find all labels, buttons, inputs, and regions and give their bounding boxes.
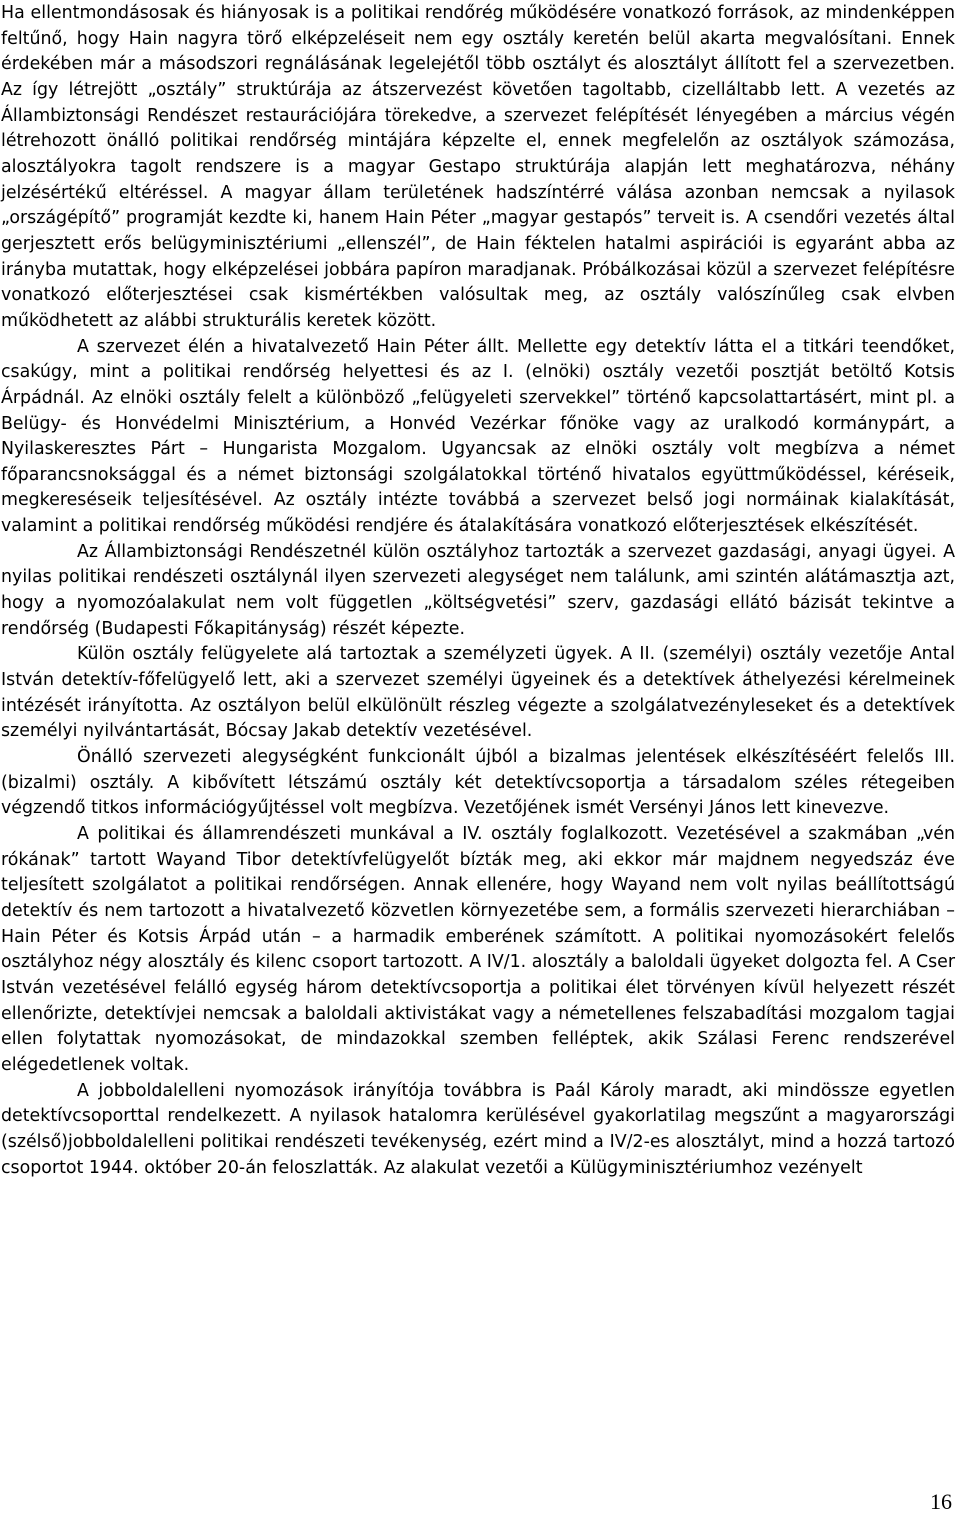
paragraph-1: Ha ellentmondásosak és hiányosak is a politikai rendőrég működésére vonatkozó források, az mindenképpen feltűnő, hogy Hain nagyra törő elképzeléseit nem egy osztály keretén belül akarta megvalósítani. Ennek érdekében már a másodszori regnálásának legelejétől több osztályt és alosztályt állított fel a szervezetben. Az így létrejött „osztály” struktúrája az átszervezést követően tagoltabb, cizelláltabb lett. A vezetés az Állambiztonsági Rendészet restaurációjára törekedve, a szervezet felépítését lényegében a március végén létrehozott önálló politikai rendőrség mintájára képzelte el, ennek megfelelőn az osztályok számozása, alosztályokra tagolt rendszere is a magyar Gestapo struktúrája alapján lett meghatározva, néhány jelzésértékű eltéréssel. A magyar állam területének hadszíntérré válása azonban nemcsak a nyilasok „országépítő” programját kezdte ki, hanem Hain Péter „magyar gestapós” terveit is. A csendőri vezetés által gerjesztett erős belügyminisztériumi „ellenszél”, de Hain féktelen hatalmi aspirációi is egyaránt abba az irányba mutattak, hogy elképzelései jobbára papíron maradjanak. Próbálkozásai közül a szervezet felépítésre vonatkozó előterjesztései csak kismértékben valósultak meg, az osztály valószínűleg csak elvben működhetett az alábbi strukturális keretek között. bbox=[1, 3, 955, 331]
page-number: 16 bbox=[930, 1489, 952, 1514]
paragraph-3: Az Állambiztonsági Rendészetnél külön osztályhoz tartozták a szervezet gazdasági, anyagi ügyei. A nyilas politikai rendészeti osztálynál ilyen szervezeti alegységet nem találunk, ami szintén alátámasztja azt, hogy a nyomozóalakulat nem volt független „költségvetési” szerv, gazdasági ellátó bázisát tekintve a rendőrség (Budapesti Főkapitányság) részét képezte. bbox=[1, 541, 955, 639]
paragraph-7: A jobboldalelleni nyomozások irányítója továbbra is Paál Károly maradt, aki mindössze egyetlen detektívcsoporttal rendelkezett. A nyilasok hatalomra kerülésével gyakorlatilag megszűnt a magyarországi (szélső)jobboldalelleni politikai rendészeti tevékenység, ezért mind a IV/2-es alosztályt, mind a hozzá tartozó csoportot 1944. október 20-án feloszlatták. Az alakulat vezetői a Külügyminisztériumhoz vezényelt bbox=[1, 1080, 955, 1178]
body-text bbox=[1, 1, 955, 1181]
paragraph-2: A szervezet élén a hivatalvezető Hain Péter állt. Mellette egy detektív látta el a titkári teendőket, csakúgy, mint a politikai rendőrség helyettesi és az I. (elnöki) osztály vezetői posztját betöltő Kotsis Árpádnál. Az elnöki osztály felelt a különböző „felügyeleti szervekkel” történő kapcsolattartásért, mint pl. a Belügy- és Honvédelmi Minisztérium, a Honvéd Vezérkar főnöke vagy az uralkodó kormánypárt, a Nyilaskeresztes Párt – Hungarista Mozgalom. Ugyancsak az elnöki osztály volt megbízva a német főparancsnoksággal és a német biztonsági szolgálatokkal történő hivatalos együttműködéssel, kéréseik, megkereséseik teljesítésével. Az osztály intézte továbbá a szervezet belső jogi normáinak kialakítását, valamint a politikai rendőrség működési rendjére és átalakítására vonatkozó előterjesztések elkészítését. bbox=[1, 336, 955, 537]
paragraph-5: Önálló szervezeti alegységként funkcionált újból a bizalmas jelentések elkészítéséért felelős III. (bizalmi) osztály. A kibővített létszámú osztály két detektívcsoportja a társadalom széles rétegeiben végzendő titkos információgyűjtéssel volt megbízva. Vezetőjének ismét Versényi János lett kinevezve. bbox=[1, 747, 955, 819]
paragraph-4: Külön osztály felügyelete alá tartoztak a személyzeti ügyek. A II. (személyi) osztály vezetője Antal István detektív-főfelügyelő lett, aki a szervezet személyi ügyeinek és a detektívek áthelyezési kérelmeinek intézését irányította. Az osztályon belül elkülönült részleg végezte a szolgálatvezényleseket és a detektívek személyi nyilvántartását, Bócsay Jakab detektív vezetésével. bbox=[1, 644, 955, 742]
paragraph-6: A politikai és államrendészeti munkával a IV. osztály foglalkozott. Vezetésével a szakmában „vén rókának” tartott Wayand Tibor detektívfelügyelőt bízták meg, aki ekkor már majdnem negyedszáz éve teljesített szolgálatot a politikai rendőrségen. Annak ellenére, hogy Wayand nem volt nyilas beállítottságú detektív és nem tartozott a hivatalvezető közvetlen környezetébe sem, a formális szervezeti hierarchiában – Hain Péter és Kotsis Árpád után – a harmadik emberének számított. A politikai nyomozásokért felelős osztályhoz négy alosztály és kilenc csoport tartozott. A IV/1. alosztály a baloldali ügyeket dolgozta fel. A Cser István vezetésével felálló egység három detektívcsoportja a politikai élet törvényen kívül helyezett részét ellenőrizte, detektívjei nemcsak a baloldali aktivistákat vagy a németellenes felszabadítási mozgalom tagjai ellen folytattak nyomozásokat, de mindazokkal szemben felléptek, akik Szálasi Ferenc rendszerével elégedetlenek voltak. bbox=[1, 824, 955, 1075]
